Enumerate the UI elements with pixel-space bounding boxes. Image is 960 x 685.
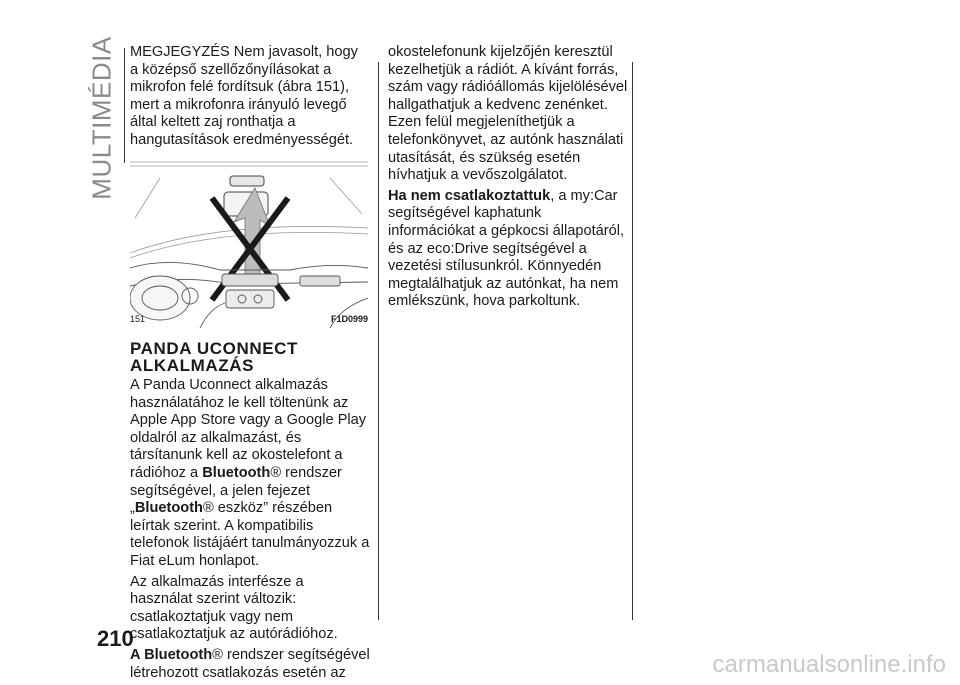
bluetooth-paragraph — [130, 647, 370, 682]
watermark-text: carmanualsonline.info — [712, 651, 946, 678]
figure-number: 151 — [130, 314, 146, 324]
bluetooth-term-3: Bluetooth — [144, 646, 213, 663]
section-side-title — [84, 36, 120, 200]
figure-151 — [130, 158, 368, 328]
interface-paragraph: Az alkalmazás interfésze a használat szerint változik: csatlakoztatjuk vagy nem csatlakoztatjuk az autórádióhoz. — [130, 573, 338, 643]
intro-text-b: ® rendszer segítségével, a jelen fejezet „ — [130, 464, 342, 517]
bluetooth-text: ® rendszer segítségével létrehozott csatlakozás esetén az — [130, 646, 370, 681]
not-connected-heading: Ha nem csatlakoztattuk — [388, 187, 551, 204]
connected-paragraph: okostelefonunk kijelzőjén keresztül kezelhetjük a rádiót. A kívánt forrás, szám vagy rádióállomás kijelölésével hallgathatjuk a kedvenc zenénket. Ezen felül megjeleníthetjük a telefonkönyvet, az autónk használati utasítását, és szükség esetén hívhatjuk a vevőszolgálatot. — [388, 44, 628, 184]
bluetooth-term-2: Bluetooth — [134, 500, 203, 517]
intro-text-a: A Panda Uconnect alkalmazás használatához le kell töltenünk az Apple App Store vagy a Google Play oldalról az alkalmazást, és társítanunk kell az okostelefont a rádióhoz a — [130, 377, 367, 481]
section-heading-line2: ALKALMAZÁS — [130, 356, 255, 375]
not-connected-text: , a my:Car segítségével kaphatunk információkat a gépkocsi állapotáról, és az eco:Drive segítségével a vezetési stílusunkról. Könnyedén megtalálhatjuk az autónkat, ha nem emlékszünk, hova parkoltunk. — [388, 187, 625, 310]
column-divider-left — [124, 48, 125, 163]
section-heading — [130, 340, 370, 374]
right-column — [388, 44, 628, 314]
column-divider-middle — [378, 62, 379, 620]
section-heading-line1: PANDA UCONNECT — [130, 339, 299, 358]
column-divider-right — [632, 62, 633, 620]
note-column — [130, 44, 370, 153]
note-paragraph: MEGJEGYZÉS Nem javasolt, hogy a középső szellőzőnyílásokat a mikrofon felé fordítsuk (ábra 151), mert a mikrofonra irányuló levegő által keltett zaj ronthatja a hangutasítások eredményességét. — [130, 44, 358, 148]
figure-code: F1D0999 — [330, 314, 368, 324]
bluetooth-lead-a: A — [130, 646, 145, 663]
bluetooth-term: Bluetooth — [202, 464, 271, 481]
side-title-text: MULTIMÉDIA — [86, 36, 117, 200]
intro-text-c: ® eszköz” részében leírtak szerint. A kompatibilis telefonok listájáért tanulmányozzuk a Fiat eLum honlapot. — [130, 500, 370, 569]
section-body — [130, 377, 370, 685]
not-connected-paragraph — [388, 188, 628, 311]
page-number: 210 — [97, 626, 134, 651]
intro-paragraph — [130, 377, 370, 571]
